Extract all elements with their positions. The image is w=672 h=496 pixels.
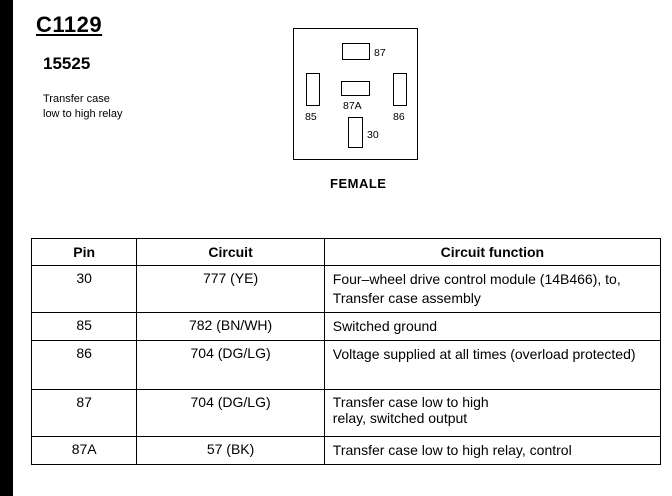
cavity-86 xyxy=(393,73,407,106)
function-text: Transfer case low to high relay, switched output xyxy=(332,394,489,426)
connector-description xyxy=(43,92,173,122)
table-row xyxy=(32,313,661,341)
pin-cell: 87A xyxy=(32,437,137,465)
cavity-30 xyxy=(348,117,363,148)
table-row xyxy=(32,266,661,313)
header-circuit-function: Circuit function xyxy=(324,239,660,266)
cavity-85 xyxy=(306,73,320,106)
header-pin: Pin xyxy=(32,239,137,266)
circuit-cell: 777 (YE) xyxy=(137,266,324,313)
pin-cell: 30 xyxy=(32,266,137,313)
table-row xyxy=(32,341,661,390)
pin-cell: 87 xyxy=(32,390,137,437)
pinout-table xyxy=(31,238,661,465)
page-edge-bar xyxy=(0,0,13,496)
table-row xyxy=(32,390,661,437)
pin-cell: 85 xyxy=(32,313,137,341)
circuit-cell: 704 (DG/LG) xyxy=(137,390,324,437)
circuit-cell: 782 (BN/WH) xyxy=(137,313,324,341)
pin-label-87: 87 xyxy=(374,47,386,59)
pin-cell: 86 xyxy=(32,341,137,390)
table-header-row xyxy=(32,239,661,266)
description-line: low to high relay xyxy=(43,108,123,120)
connector-gender-label: FEMALE xyxy=(330,176,387,191)
circuit-cell: 704 (DG/LG) xyxy=(137,341,324,390)
function-cell: Switched ground xyxy=(324,313,660,341)
connector-id: C1129 xyxy=(36,12,103,37)
part-number: 15525 xyxy=(43,54,91,73)
function-cell: Four–wheel drive control module (14B466), to, Transfer case assembly xyxy=(324,266,660,313)
connector-face-diagram xyxy=(293,28,418,160)
cavity-87A xyxy=(341,81,370,96)
circuit-cell: 57 (BK) xyxy=(137,437,324,465)
description-line: Transfer case xyxy=(43,93,110,105)
pin-label-86: 86 xyxy=(393,111,405,123)
function-cell: Voltage supplied at all times (overload protected) xyxy=(324,341,660,390)
pin-label-85: 85 xyxy=(305,111,317,123)
function-cell xyxy=(324,390,660,437)
header-circuit: Circuit xyxy=(137,239,324,266)
cavity-87 xyxy=(342,43,370,60)
table-row xyxy=(32,437,661,465)
pin-label-87A: 87A xyxy=(343,100,362,112)
pin-label-30: 30 xyxy=(367,129,379,141)
function-cell: Transfer case low to high relay, control xyxy=(324,437,660,465)
